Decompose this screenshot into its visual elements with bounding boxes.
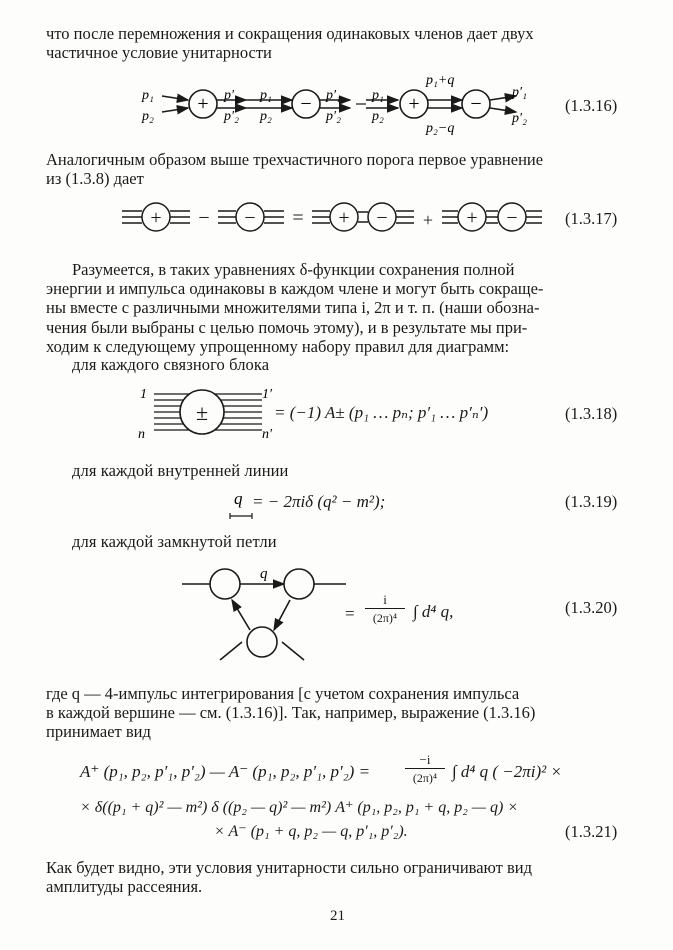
fraction-denominator: (2π)⁴ bbox=[372, 611, 398, 625]
operator-minus: − bbox=[198, 207, 210, 229]
text-line: Разумеется, в таких уравнениях δ-функции сохранения полной bbox=[72, 260, 515, 279]
fraction bbox=[365, 592, 405, 627]
diagram-eq-1-3-17 bbox=[118, 198, 558, 242]
label-p1p: p′₁ bbox=[326, 88, 341, 103]
blob-sign: + bbox=[197, 93, 209, 115]
fraction-denominator: (2π)⁴ bbox=[412, 771, 438, 785]
operator-plus: + bbox=[422, 210, 434, 230]
text-line: из (1.3.8) дает bbox=[46, 169, 144, 189]
label-p2: p₂ bbox=[260, 109, 272, 124]
blob-sign: − bbox=[470, 93, 482, 115]
blob-sign: − bbox=[376, 207, 388, 229]
text-line: энергии и импульса одинаковы в каждом члене и могут быть сокраще- bbox=[46, 279, 544, 299]
text-line: амплитуды рассеяния. bbox=[46, 877, 203, 897]
rule-internal-line: для каждой внутренней линии bbox=[72, 461, 289, 480]
blob-sign: + bbox=[408, 93, 420, 115]
text-line: частичное условие унитарности bbox=[46, 43, 272, 63]
formula-lhs: A⁺ (p₁, p₂, p′₁, p′₂) — A⁻ (p₁, p₂, p′₁, p′₂) = bbox=[80, 762, 371, 781]
equals-sign: = bbox=[345, 604, 355, 623]
text-line: чения были выбраны с целью помочь этому), и в результате мы при- bbox=[46, 317, 528, 337]
label-1: 1 bbox=[140, 387, 147, 402]
label-p1: p₁ bbox=[142, 88, 154, 103]
label-p1p: p′₁ bbox=[512, 85, 527, 100]
blob-sign: + bbox=[150, 207, 162, 229]
fraction-numerator: −i bbox=[405, 752, 445, 769]
text-line: ходим к следующему упрощенному набору правил для диаграмм: bbox=[46, 336, 510, 356]
text-line: где q — 4-импульс интегрирования [с учетом сохранения импульса bbox=[46, 684, 520, 703]
where-paragraph bbox=[46, 684, 636, 742]
blob-sign: + bbox=[338, 207, 350, 229]
vertex-blob bbox=[247, 627, 277, 657]
text-line: что после перемножения и сокращения одинаковых членов дает двух bbox=[46, 24, 534, 43]
label-p2p: p′₂ bbox=[224, 109, 239, 124]
formula-1-3-19: = − 2πiδ (q² − m²); bbox=[252, 492, 386, 511]
formula-1-3-21-line-3: × A⁻ (p₁ + q, p₂ — q, p′₁, p′₂). bbox=[214, 823, 408, 840]
label-q: q bbox=[234, 489, 243, 508]
label-n: n bbox=[138, 427, 145, 442]
equation-number: (1.3.20) bbox=[565, 598, 618, 617]
diagram-eq-1-3-16 bbox=[140, 68, 540, 138]
label-p2p: p′₂ bbox=[326, 109, 341, 124]
label-p1-plus-q: p₁+q bbox=[426, 73, 455, 88]
formula-1-3-21-line-1 bbox=[80, 752, 640, 792]
text-line: в каждой вершине — см. (1.3.16)]. Так, например, выражение (1.3.16) bbox=[46, 703, 536, 723]
main-paragraph bbox=[46, 260, 636, 356]
integral-term: ∫ d⁴ q, bbox=[413, 602, 454, 621]
label-p1: p₁ bbox=[260, 88, 272, 103]
equation-number: (1.3.19) bbox=[565, 492, 618, 511]
blob-sign: − bbox=[506, 207, 518, 229]
label-n-prime: n′ bbox=[262, 427, 273, 442]
blob-sign: + bbox=[466, 207, 478, 229]
text-line: Как будет видно, эти условия унитарности сильно ограничивают вид bbox=[46, 858, 533, 877]
formula-1-3-21-line-2: × δ((p₁ + q)² — m²) δ ((p₂ — q)² — m²) A⁺ (p₁, p₂, p₁ + q, p₂ — q) × bbox=[80, 799, 519, 816]
label-1-prime: 1′ bbox=[262, 387, 273, 402]
label-p2: p₂ bbox=[372, 109, 384, 124]
label-p2: p₂ bbox=[142, 109, 154, 124]
label-p1p: p′₁ bbox=[224, 88, 239, 103]
diagram-eq-1-3-20 bbox=[180, 556, 350, 666]
equation-number: (1.3.21) bbox=[565, 822, 618, 841]
text-line: принимает вид bbox=[46, 722, 151, 742]
vertex-blob bbox=[210, 569, 240, 599]
equation-number: (1.3.17) bbox=[565, 209, 618, 228]
formula-rhs: ∫ d⁴ q ( −2πi)² × bbox=[452, 762, 562, 781]
label-p1: p₁ bbox=[372, 88, 384, 103]
blob-sign: − bbox=[244, 207, 256, 229]
operator-equals: = bbox=[292, 207, 304, 229]
label-q: q bbox=[260, 566, 268, 582]
page-number: 21 bbox=[330, 908, 345, 924]
conclusion-paragraph bbox=[46, 858, 636, 896]
blob-sign: − bbox=[300, 93, 312, 115]
label-p2-minus-q: p₂−q bbox=[426, 121, 455, 136]
equation-number: (1.3.18) bbox=[565, 404, 618, 423]
rule-closed-loop: для каждой замкнутой петли bbox=[72, 532, 277, 551]
text-line: Аналогичным образом выше трехчастичного порога первое уравнение bbox=[46, 150, 544, 169]
formula-1-3-18: = (−1) A± (p₁ … pₙ; p′₁ … p′ₙ′) bbox=[274, 403, 489, 422]
fraction-numerator: i bbox=[365, 592, 405, 609]
label-p2p: p′₂ bbox=[512, 111, 527, 126]
equation-number: (1.3.16) bbox=[565, 96, 618, 115]
fraction bbox=[405, 752, 445, 787]
intro-paragraph bbox=[46, 24, 636, 62]
vertex-blob bbox=[284, 569, 314, 599]
text-line: ны вместе с различными множителями типа i, 2π и т. п. (наши обозна- bbox=[46, 298, 540, 318]
diagram-eq-1-3-18 bbox=[132, 380, 292, 444]
blob-sign: ± bbox=[195, 400, 209, 425]
analog-paragraph bbox=[46, 150, 636, 188]
rule-connected-block: для каждого связного блока bbox=[72, 355, 270, 374]
